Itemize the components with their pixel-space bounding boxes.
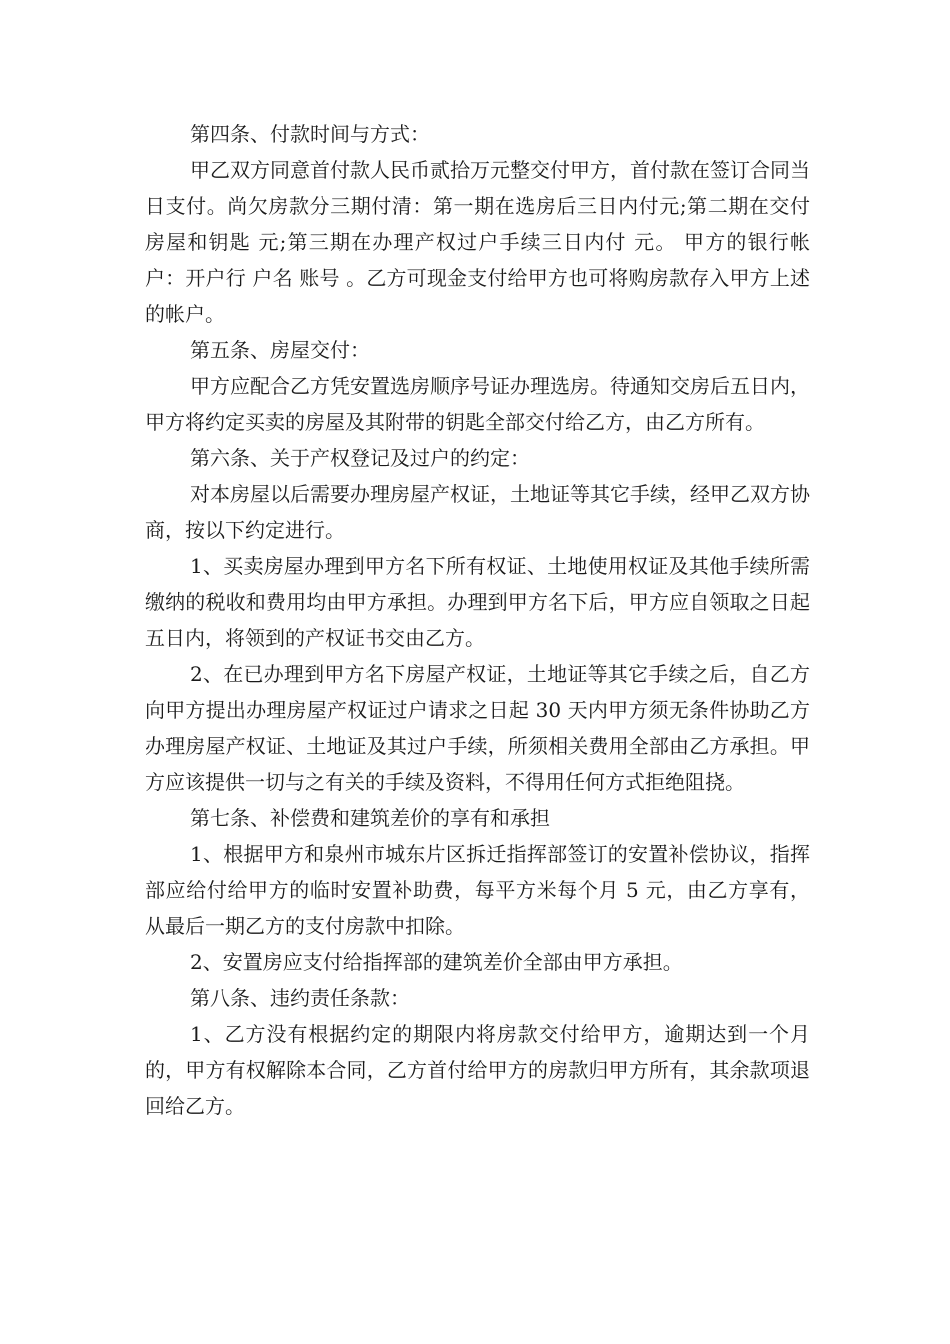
article-6-heading: 第六条、关于产权登记及过户的约定：	[190, 446, 530, 470]
article-7-heading: 第七条、补偿费和建筑差价的享有和承担	[190, 806, 550, 830]
article-4-paragraph: 甲乙双方同意首付款人民币贰拾万元整交付甲方，首付款在签订合同当日支付。尚欠房款分三期付清：第一期在选房后三日内付元;第二期在交付房屋和钥匙 元;第三期在办理产权过户手续三日内付 元。 甲方的银行帐户：开户行 户名 账号 。乙方可现金支付给甲方也可将购房款存入甲方上述的帐户。	[145, 158, 810, 326]
article-6-paragraph: 对本房屋以后需要办理房屋产权证，土地证等其它手续，经甲乙双方协商，按以下约定进行。	[145, 482, 810, 542]
article-7-item-2: 2、安置房应支付给指挥部的建筑差价全部由甲方承担。	[190, 950, 683, 974]
article-5-paragraph: 甲方应配合乙方凭安置选房顺序号证办理选房。待通知交房后五日内，甲方将约定买卖的房屋及其附带的钥匙全部交付给乙方，由乙方所有。	[145, 374, 810, 434]
article-4-heading: 第四条、付款时间与方式：	[190, 122, 430, 146]
article-6-item-1: 1、买卖房屋办理到甲方名下所有权证、土地使用权证及其他手续所需缴纳的税收和费用均由甲方承担。办理到甲方名下后，甲方应自领取之日起五日内，将领到的产权证书交由乙方。	[145, 554, 810, 650]
article-8-heading: 第八条、违约责任条款：	[190, 986, 410, 1010]
document-body	[145, 116, 810, 1124]
article-7-item-1: 1、根据甲方和泉州市城东片区拆迁指挥部签订的安置补偿协议，指挥部应给付给甲方的临时安置补助费，每平方米每个月 5 元，由乙方享有，从最后一期乙方的支付房款中扣除。	[145, 842, 810, 938]
article-6-item-2: 2、在已办理到甲方名下房屋产权证，土地证等其它手续之后，自乙方向甲方提出办理房屋产权证过户请求之日起 30 天内甲方须无条件协助乙方办理房屋产权证、土地证及其过户手续，所须相关费用全部由乙方承担。甲方应该提供一切与之有关的手续及资料，不得用任何方式拒绝阻挠。	[145, 662, 810, 794]
article-5-heading: 第五条、房屋交付：	[190, 338, 370, 362]
article-8-item-1: 1、乙方没有根据约定的期限内将房款交付给甲方，逾期达到一个月的，甲方有权解除本合同，乙方首付给甲方的房款归甲方所有，其余款项退回给乙方。	[145, 1022, 810, 1118]
